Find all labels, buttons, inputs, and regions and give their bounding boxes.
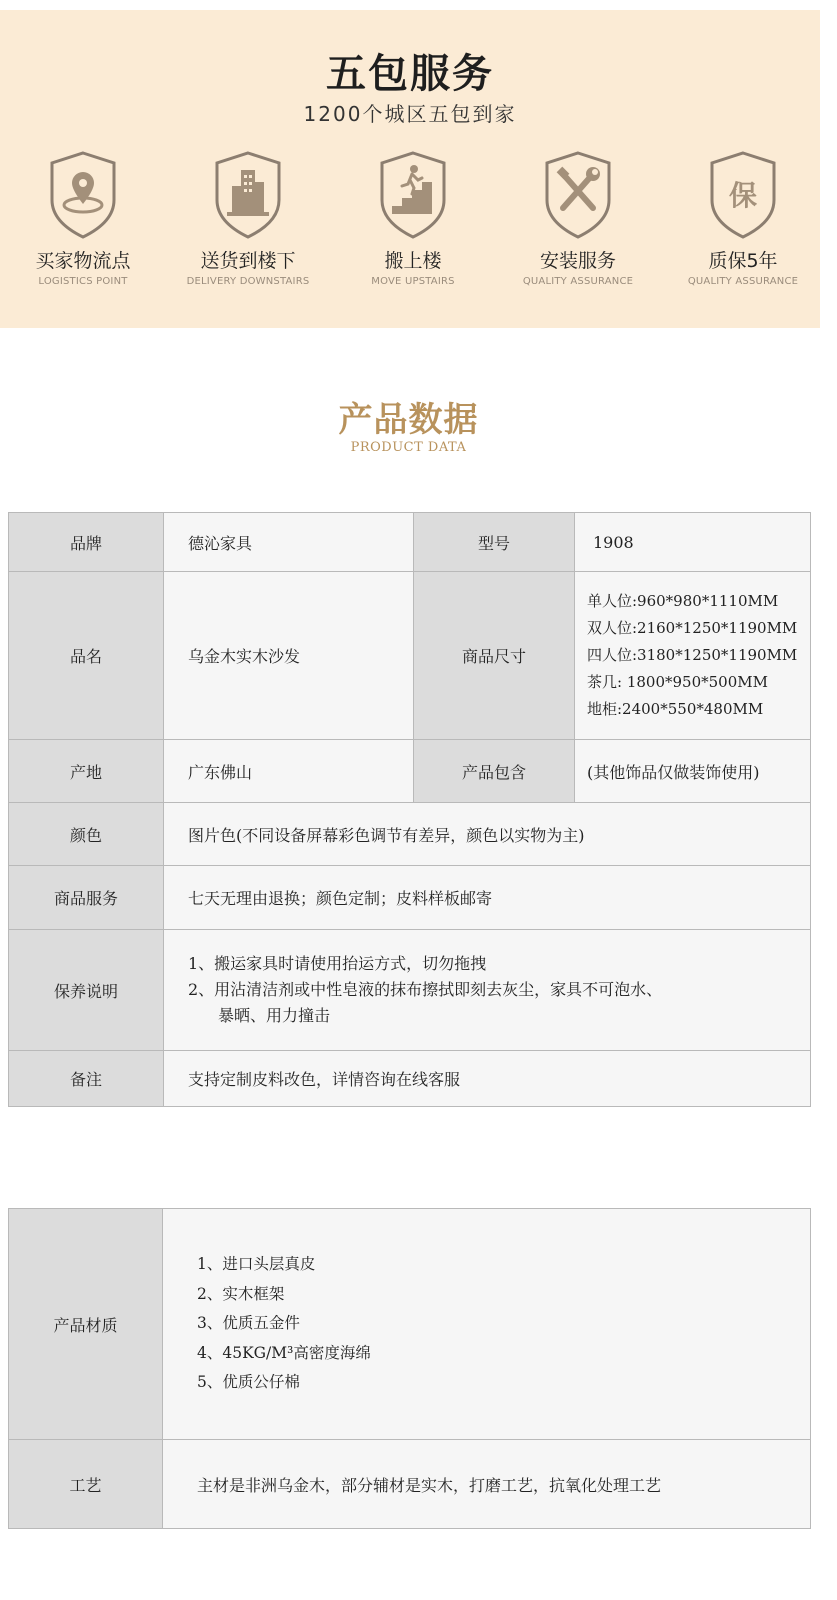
spec-label: 颜色 <box>9 803 164 866</box>
size-item: 双人位:2160*1250*1190MM <box>587 619 798 637</box>
stairs-icon <box>378 150 448 240</box>
table-row <box>9 572 811 740</box>
service-name: 买家物流点 <box>35 250 131 272</box>
spec-label: 产品包含 <box>414 740 575 803</box>
service-item-warranty <box>660 150 826 287</box>
size-item: 单人位:960*980*1110MM <box>587 592 779 610</box>
table-row <box>9 513 811 572</box>
service-item-delivery <box>165 150 331 287</box>
spec-value: (其他饰品仅做装饰使用) <box>575 740 811 803</box>
table-row <box>9 1440 811 1529</box>
service-item-install <box>495 150 661 287</box>
table-row <box>9 1209 811 1440</box>
material-item: 4、45KG/M³高密度海绵 <box>197 1343 371 1362</box>
table-row <box>9 803 811 866</box>
spec-label: 品名 <box>9 572 164 740</box>
spec-table <box>8 512 811 1107</box>
service-en: QUALITY ASSURANCE <box>687 276 799 287</box>
service-en: LOGISTICS POINT <box>38 276 128 287</box>
spec-label: 产品材质 <box>9 1209 163 1440</box>
care-item: 1、搬运家具时请使用抬运方式，切勿拖拽 <box>188 954 487 973</box>
size-item: 茶几: 1800*950*500MM <box>587 673 768 691</box>
banner-subtitle: 1200个城区五包到家 <box>303 102 517 126</box>
spec-value: 七天无理由退换；颜色定制；皮料样板邮寄 <box>164 866 811 930</box>
care-item: 2、用沾清洁剂或中性皂液的抹布擦拭即刻去灰尘，家具不可泡水、 <box>188 980 663 999</box>
service-item-logistics <box>0 150 166 287</box>
size-item: 四人位:3180*1250*1190MM <box>587 646 798 664</box>
spec-value: 乌金木实木沙发 <box>164 572 414 740</box>
service-en: MOVE UPSTAIRS <box>371 276 455 287</box>
tools-icon <box>543 150 613 240</box>
service-name: 搬上楼 <box>384 250 442 272</box>
service-name: 送货到楼下 <box>200 250 296 272</box>
guarantee-glyph: 保 <box>728 179 758 212</box>
table-row <box>9 740 811 803</box>
spec-value: 德沁家具 <box>164 513 414 572</box>
spec-label: 备注 <box>9 1051 164 1107</box>
care-list <box>164 930 811 1051</box>
spec-value: 图片色(不同设备屏幕彩色调节有差异，颜色以实物为主) <box>164 803 811 866</box>
service-en: DELIVERY DOWNSTAIRS <box>186 276 310 287</box>
material-item: 5、优质公仔棉 <box>197 1373 300 1392</box>
table-row <box>9 930 811 1051</box>
service-name: 质保5年 <box>708 250 778 272</box>
guarantee-icon <box>708 150 778 240</box>
spec-label: 商品尺寸 <box>414 572 575 740</box>
spec-value: 广东佛山 <box>164 740 414 803</box>
size-item: 地柜:2400*550*480MM <box>587 700 764 718</box>
location-pin-icon <box>48 150 118 240</box>
service-item-upstairs <box>330 150 496 287</box>
spec-label: 工艺 <box>9 1440 163 1529</box>
product-data-title: 产品数据 <box>338 400 479 440</box>
spec-label: 产地 <box>9 740 164 803</box>
table-row <box>9 1051 811 1107</box>
spec-label: 保养说明 <box>9 930 164 1051</box>
spec-label: 品牌 <box>9 513 164 572</box>
size-list <box>575 572 811 740</box>
note-value: 支持定制皮料改色，详情咨询在线客服 <box>164 1051 811 1107</box>
service-en: QUALITY ASSURANCE <box>522 276 634 287</box>
material-item: 1、进口头层真皮 <box>197 1255 316 1274</box>
spec-label: 型号 <box>414 513 575 572</box>
material-item: 2、实木框架 <box>197 1284 285 1303</box>
material-list <box>163 1209 811 1440</box>
spec-label: 商品服务 <box>9 866 164 930</box>
material-item: 3、优质五金件 <box>197 1314 300 1333</box>
service-name: 安装服务 <box>539 250 616 272</box>
building-icon <box>213 150 283 240</box>
spec-value: 主材是非洲乌金木，部分辅材是实木，打磨工艺，抗氧化处理工艺 <box>163 1440 811 1529</box>
material-table <box>8 1208 811 1529</box>
spec-value: 1908 <box>575 513 811 572</box>
care-item: 暴晒、用力撞击 <box>218 1006 331 1025</box>
service-banner <box>0 10 820 328</box>
banner-title: 五包服务 <box>326 51 494 97</box>
table-row <box>9 866 811 930</box>
product-data-subtitle: PRODUCT DATA <box>350 440 467 455</box>
